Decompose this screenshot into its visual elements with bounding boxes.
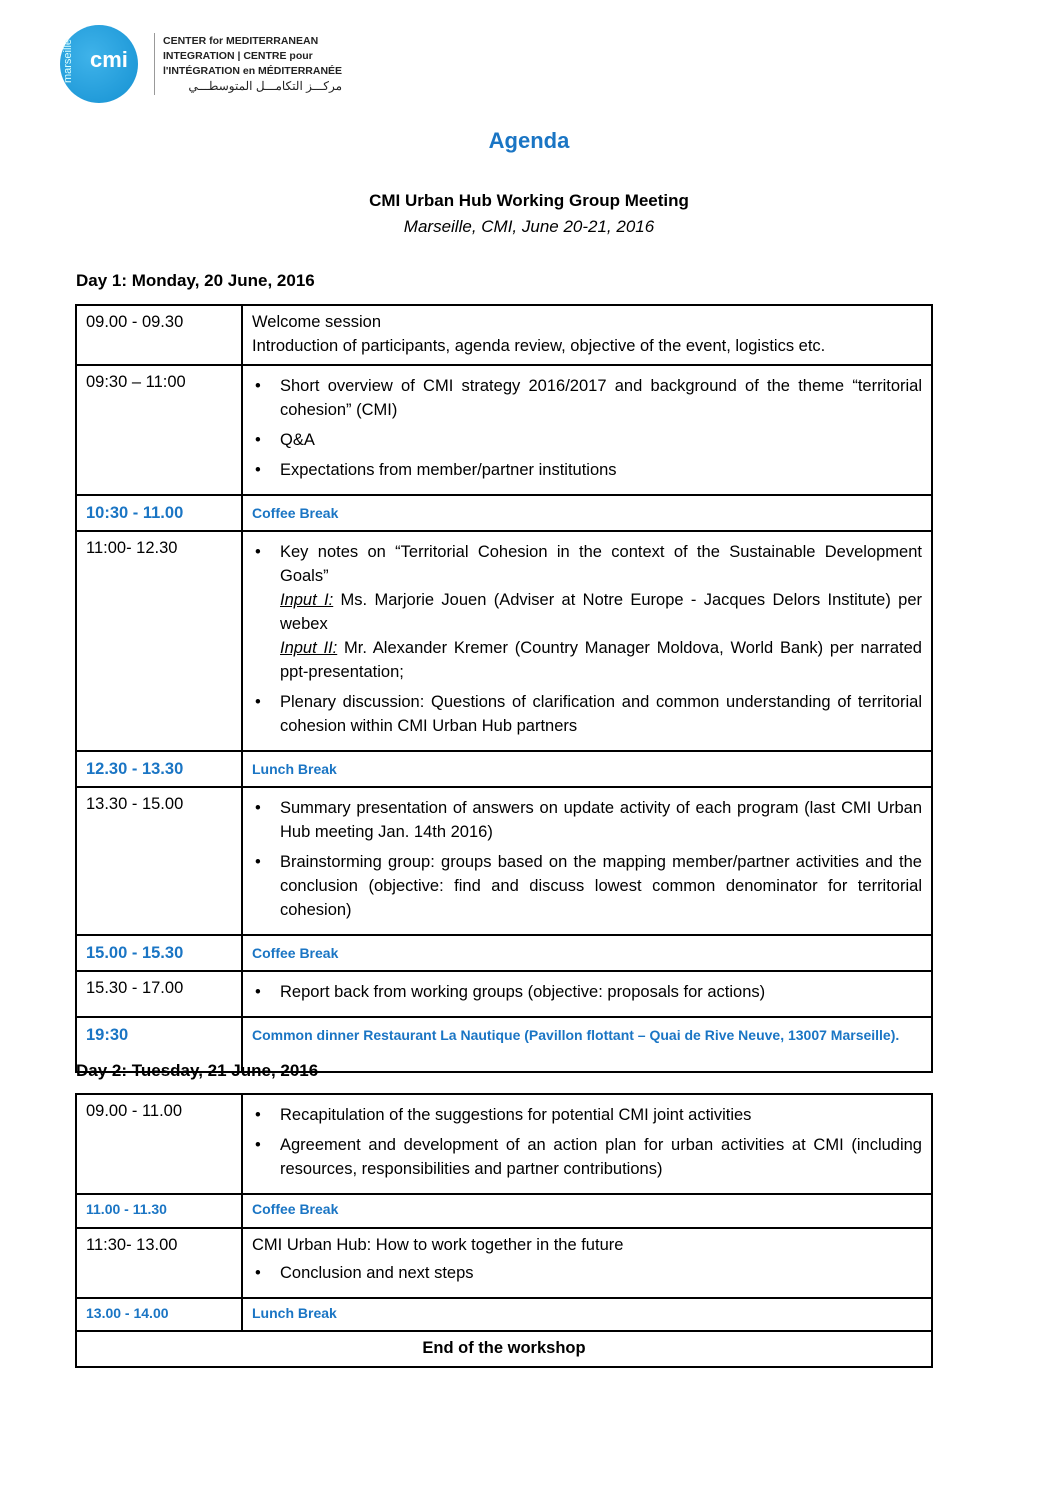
end-of-workshop: End of the workshop [76,1331,932,1367]
break-label: Lunch Break [242,1298,932,1331]
agenda-row [76,305,932,365]
agenda-row [76,971,932,1017]
day1-heading: Day 1: Monday, 20 June, 2016 [76,271,315,290]
session-time: 15.00 - 15.30 [76,935,242,971]
agenda-row [76,495,932,531]
bullet-item [252,428,922,452]
page-title: Agenda [488,128,570,153]
session-time: 12.30 - 13.30 [76,751,242,787]
input-line [280,588,922,636]
meeting-location-date: Marseille, CMI, June 20-21, 2016 [403,217,655,236]
agenda-row [76,787,932,935]
cmi-logo-circle [60,25,138,103]
agenda-row [76,751,932,787]
day1-agenda-table [75,304,933,1073]
bullet-item [252,1261,922,1285]
bullet-text: Key notes on “Territorial Cohesion in the context of the Sustainable Development Goals” [280,543,922,585]
bullet-list [252,1261,922,1285]
bullet-item [252,458,922,482]
session-time: 09:30 – 11:00 [76,365,242,495]
input-line [280,636,922,684]
logo-line: l'INTÉGRATION en MÉDITERRANÉE [163,65,343,77]
agenda-row [76,1331,932,1367]
session-time: 10:30 - 11.00 [76,495,242,531]
session-text: Introduction of participants, agenda review, objective of the event, logistics etc. [252,337,826,355]
session-description [242,531,932,751]
bullet-list [252,796,922,922]
break-label: Common dinner Restaurant La Nautique (Pavillon flottant – Quai de Rive Neuve, 13007 Marseille). [242,1017,932,1072]
session-time: 13.00 - 14.00 [76,1298,242,1331]
bullet-item [252,690,922,738]
input-text: Mr. Alexander Kremer (Country Manager Moldova, World Bank) per narrated ppt-presentation; [280,639,922,681]
input-label: Input II: [280,639,338,657]
agenda-row [76,1094,932,1194]
logo-line-arabic: مركـــز التكامـــل المتوسطـــي [188,79,343,93]
bullet-text: Report back from working groups (objective: proposals for actions) [280,983,766,1001]
bullet-item [252,1133,922,1181]
bullet-list [252,980,922,1004]
input-label: Input I: [280,591,334,609]
session-description [242,971,932,1017]
break-label: Coffee Break [242,495,932,531]
bullet-item [252,796,922,844]
logo-circle-text: cmi [90,47,128,72]
session-time: 09.00 - 09.30 [76,305,242,365]
session-time: 09.00 - 11.00 [76,1094,242,1194]
meeting-title: CMI Urban Hub Working Group Meeting [369,191,689,210]
cmi-logo [60,25,342,103]
session-time: 15.30 - 17.00 [76,971,242,1017]
session-time: 19:30 [76,1017,242,1072]
bullet-text: Short overview of CMI strategy 2016/2017 and background of the theme “territorial cohesion” (CMI) [280,377,922,419]
break-label: Lunch Break [242,751,932,787]
bullet-text: Q&A [280,431,315,449]
bullet-list [252,540,922,738]
bullet-item [252,374,922,422]
agenda-row [76,1298,932,1331]
session-text: CMI Urban Hub: How to work together in the future [252,1236,624,1254]
bullet-text: Recapitulation of the suggestions for potential CMI joint activities [280,1106,752,1124]
day2-heading: Day 2: Tuesday, 21 June, 2016 [76,1061,319,1080]
logo-text [163,34,342,94]
bullet-text: Plenary discussion: Questions of clarification and common understanding of territorial cohesion within CMI Urban Hub partners [280,693,922,735]
logo-line: INTEGRATION | CENTRE pour [163,50,313,62]
bullet-text: Summary presentation of answers on update activity of each program (last CMI Urban Hub meeting Jan. 14th 2016) [280,799,922,841]
bullet-item [252,850,922,922]
session-description [242,365,932,495]
bullet-list [252,374,922,482]
bullet-text: Agreement and development of an action plan for urban activities at CMI (including resources, responsibilities and partner contributions) [280,1136,922,1178]
bullet-item [252,540,922,684]
bullet-list [252,1103,922,1181]
session-description [242,305,932,365]
session-description [242,1094,932,1194]
logo-line: CENTER for MEDITERRANEAN [163,35,319,47]
session-description [242,787,932,935]
bullet-item [252,1103,922,1127]
session-time: 13.30 - 15.00 [76,787,242,935]
bullet-text: Expectations from member/partner institutions [280,461,617,479]
agenda-row [76,1228,932,1298]
agenda-row [76,1194,932,1228]
logo-divider [154,33,155,95]
session-description [242,1228,932,1298]
bullet-text: Brainstorming group: groups based on the mapping member/partner activities and the conclusion (objective: find and discuss lowest common denominator for territorial cohesion) [280,853,922,919]
bullet-item [252,980,922,1004]
break-label: Coffee Break [242,1194,932,1228]
session-text: Welcome session [252,313,381,331]
bullet-text: Conclusion and next steps [280,1264,474,1282]
agenda-row [76,531,932,751]
break-label: Coffee Break [242,935,932,971]
day2-agenda-table [75,1093,933,1368]
input-text: Ms. Marjorie Jouen (Adviser at Notre Europe - Jacques Delors Institute) per webex [280,591,922,633]
session-time: 11.00 - 11.30 [76,1194,242,1228]
agenda-row [76,935,932,971]
agenda-row [76,365,932,495]
logo-side-text: marseille [62,38,75,84]
session-time: 11:00- 12.30 [76,531,242,751]
session-time: 11:30- 13.00 [76,1228,242,1298]
